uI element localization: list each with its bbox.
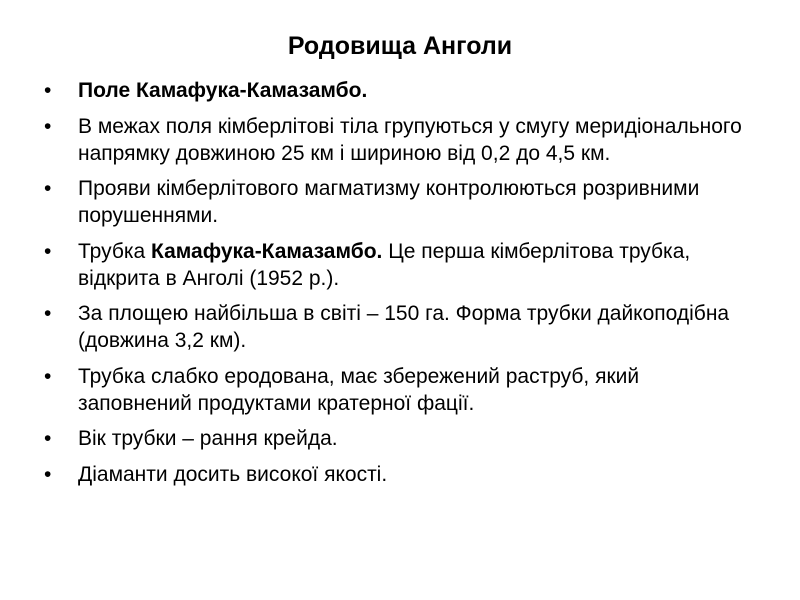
bullet-text: Це перша кімберлітова трубка, відкрита в Анголі (1952 р.). xyxy=(78,239,691,290)
bullet-item xyxy=(44,77,744,104)
bullet-text-bold: Поле Камафука-Камазамбо. xyxy=(78,79,368,102)
bullet-text: Вік трубки – рання крейда. xyxy=(78,427,338,450)
bullet-text: Трубка xyxy=(78,239,152,263)
bullet-text: За площею найбільша в світі – 150 га. Форма трубки дайкоподібна (довжина 3,2 км). xyxy=(78,302,730,352)
bullet-icon: • xyxy=(44,427,52,450)
bullet-icon: • xyxy=(44,302,52,325)
bullet-text: Діаманти досить високої якості. xyxy=(78,462,388,486)
bullet-item xyxy=(44,461,744,488)
bullet-item xyxy=(44,238,744,292)
bullet-icon: • xyxy=(44,177,52,200)
slide-title: Родовища Анголи xyxy=(287,32,513,60)
bullet-item xyxy=(44,363,744,417)
bullet-icon: • xyxy=(44,114,52,138)
bullet-list xyxy=(44,77,744,496)
bullet-text: Трубка слабко еродована, має збережений раструб, який заповнений продуктами кратерної фації. xyxy=(78,364,640,415)
bullet-item xyxy=(44,425,744,452)
bullet-icon: • xyxy=(44,79,52,102)
bullet-icon: • xyxy=(44,364,52,388)
bullet-text-bold: Камафука-Камазамбо. xyxy=(151,239,383,263)
bullet-icon: • xyxy=(44,239,52,263)
bullet-text: Прояви кімберлітового магматизму контролюються розривними порушеннями. xyxy=(78,177,700,227)
bullet-item xyxy=(44,113,744,167)
bullet-item xyxy=(44,300,744,354)
bullet-text: В межах поля кімберлітові тіла групуються у смугу меридіонального напрямку довжиною 25 км і шириною від 0,2 до 4,5 км. xyxy=(78,114,742,165)
bullet-item xyxy=(44,175,744,229)
bullet-icon: • xyxy=(44,462,52,486)
